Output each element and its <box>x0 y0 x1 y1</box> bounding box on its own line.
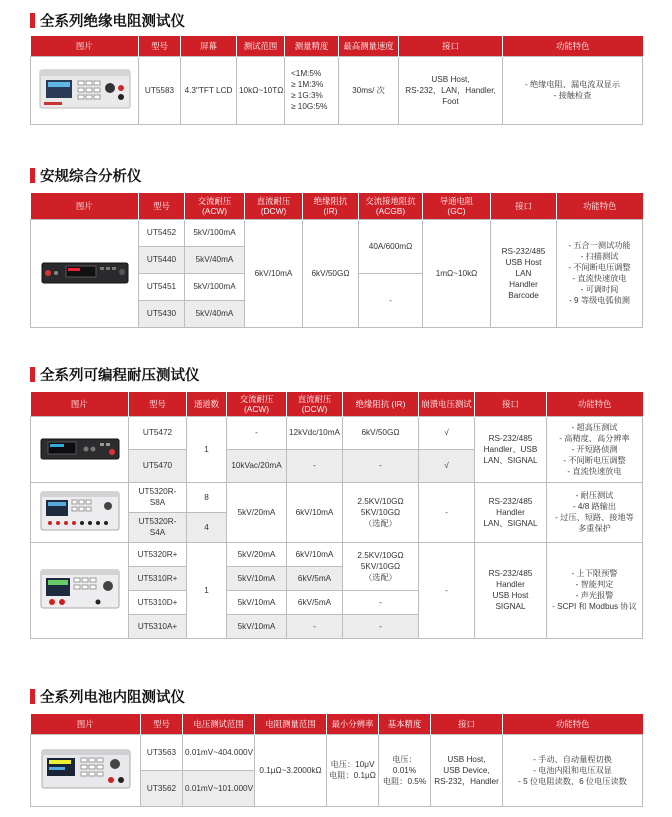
section-title-text: 安规综合分析仪 <box>40 169 142 185</box>
interface-cell: RS-232/485 Handler USB Host SIGNAL <box>475 542 547 638</box>
ir-cell: - <box>343 449 419 482</box>
bv-cell: - <box>419 482 475 542</box>
section-title-safety <box>30 165 142 186</box>
speed-cell: 30ms/ 次 <box>339 56 399 124</box>
header-cell: 交流耐压 (ACW) <box>227 392 287 416</box>
model-cell: UT5310R+ <box>129 566 187 590</box>
header-cell: 接口 <box>491 193 557 219</box>
interface-cell: RS-232/485 USB Host LAN Handler Barcode <box>491 219 557 327</box>
acw-cell: 5kV/20mA <box>227 542 287 566</box>
model-cell: UT5320R+ <box>129 542 187 566</box>
header-cell: 崩溃电压测试 <box>419 392 475 416</box>
title-marker <box>30 689 35 704</box>
header-cell: 功能特色 <box>503 714 643 734</box>
table-row <box>31 542 643 566</box>
model-cell: UT3563 <box>141 734 183 770</box>
model-cell: UT5440 <box>139 246 185 273</box>
header-cell: 图片 <box>31 392 129 416</box>
product-image-cell <box>31 482 129 542</box>
model-cell: UT5310A+ <box>129 614 187 638</box>
section-title-insulation <box>30 10 185 31</box>
resistance-range-cell: 0.1μΩ~3.2000kΩ <box>255 734 327 806</box>
header-cell: 通道数 <box>187 392 227 416</box>
product-image-cell <box>31 734 141 806</box>
ut5452-device-image <box>38 257 132 287</box>
table-row <box>31 734 643 770</box>
header-cell: 接口 <box>475 392 547 416</box>
header-cell: 图片 <box>31 36 139 56</box>
header-cell: 最高测量速度 <box>339 36 399 56</box>
model-cell: UT5451 <box>139 273 185 300</box>
interface-cell: RS-232/485 Handler、USB LAN、SIGNAL <box>475 416 547 482</box>
channels-cell: 1 <box>187 542 227 638</box>
product-image-cell <box>31 56 139 124</box>
header-cell: 功能特色 <box>547 392 643 416</box>
model-cell: UT5470 <box>129 449 187 482</box>
voltage-range-cell: 0.01mV~101.000V <box>183 770 255 806</box>
section-title-text: 全系列绝缘电阻测试仪 <box>40 14 185 30</box>
section-title-text: 全系列电池内阻测试仪 <box>40 690 185 706</box>
header-cell: 导通电阻 (GC) <box>423 193 491 219</box>
ut5472-device-image <box>38 431 122 465</box>
model-cell: UT5472 <box>129 416 187 449</box>
product-image-cell <box>31 219 139 327</box>
acw-cell: 5kV/10mA <box>227 566 287 590</box>
acw-cell: 5kV/40mA <box>185 300 245 327</box>
header-cell: 图片 <box>31 193 139 219</box>
header-cell: 接口 <box>399 36 503 56</box>
dcw-cell: 6kV/10mA <box>287 542 343 566</box>
section-title-withstand <box>30 364 200 385</box>
header-cell: 功能特色 <box>503 36 643 56</box>
ir-cell: - <box>343 614 419 638</box>
model-cell: UT3562 <box>141 770 183 806</box>
header-cell: 绝缘阻抗 (IR) <box>343 392 419 416</box>
dcw-cell: - <box>287 449 343 482</box>
header-cell: 交流耐压 (ACW) <box>185 193 245 219</box>
bv-cell: √ <box>419 416 475 449</box>
header-cell: 电压测试范围 <box>183 714 255 734</box>
header-cell: 测量精度 <box>285 36 339 56</box>
features-cell: - 手动、自动量程切换 - 电池内阻和电压双显 - 5 位电阻读数、6 位电压读数 <box>503 734 643 806</box>
acw-cell: 5kV/100mA <box>185 273 245 300</box>
ir-cell: 6kV/50GΩ <box>343 416 419 449</box>
header-cell: 绝缘阻抗 (IR) <box>303 193 359 219</box>
insulation-table <box>30 36 643 125</box>
header-cell: 图片 <box>31 714 141 734</box>
header-cell: 直流耐压 (DCW) <box>287 392 343 416</box>
table-row <box>31 416 643 449</box>
model-cell: UT5310D+ <box>129 590 187 614</box>
features-cell: - 绝缘电阻、漏电流双显示 - 接触检查 <box>503 56 643 124</box>
acw-cell: 5kV/10mA <box>227 614 287 638</box>
header-cell: 型号 <box>141 714 183 734</box>
voltage-range-cell: 0.01mV~404.000V <box>183 734 255 770</box>
channels-cell: 8 <box>187 482 227 512</box>
bv-cell: √ <box>419 449 475 482</box>
accuracy-cell: 电压：0.01% 电阻：0.5% <box>379 734 431 806</box>
ut5320r-plus-device-image <box>38 564 122 614</box>
table-header-row <box>31 714 643 734</box>
acw-cell: 5kV/100mA <box>185 219 245 246</box>
header-cell: 交流接地阻抗 (ACGB) <box>359 193 423 219</box>
withstand-tester-table <box>30 392 643 639</box>
header-cell: 屏幕 <box>181 36 237 56</box>
safety-analyzer-table <box>30 193 643 328</box>
title-marker <box>30 13 35 28</box>
model-cell: UT5430 <box>139 300 185 327</box>
ut3563-device-image <box>39 744 133 794</box>
header-cell: 电阻测量范围 <box>255 714 327 734</box>
acw-cell: 5kV/10mA <box>227 590 287 614</box>
product-image-cell <box>31 542 129 638</box>
dcw-cell: 6kV/10mA <box>287 482 343 542</box>
title-marker <box>30 367 35 382</box>
model-cell: UT5583 <box>139 56 181 124</box>
ir-cell: - <box>343 590 419 614</box>
interface-cell: USB Host, USB Device, RS-232，Handler <box>431 734 503 806</box>
dcw-cell: - <box>287 614 343 638</box>
bv-cell: - <box>419 542 475 638</box>
section-title-text: 全系列可编程耐压测试仪 <box>40 368 200 384</box>
accuracy-cell: <1M:5% ≥ 1M:3% ≥ 1G:3% ≥ 10G:5% <box>285 56 339 124</box>
header-cell: 基本精度 <box>379 714 431 734</box>
resolution-cell: 电压：10μV 电阻：0.1μΩ <box>327 734 379 806</box>
ut5320r-s8a-device-image <box>38 488 122 534</box>
interface-cell: RS-232/485 Handler LAN、SIGNAL <box>475 482 547 542</box>
channels-cell: 1 <box>187 416 227 482</box>
dcw-cell: 12kVdc/10mA <box>287 416 343 449</box>
table-header-row <box>31 193 643 219</box>
ut5583-device-image <box>38 66 132 112</box>
header-cell: 型号 <box>129 392 187 416</box>
features-cell: - 上下限预警 - 智能判定 - 声光报警 - SCPI 和 Modbus 协议 <box>547 542 643 638</box>
header-cell: 型号 <box>139 193 185 219</box>
features-cell: - 五合一测试功能 - 扫描测试 - 不间断电压调整 - 直流快速放电 - 可调时间 - 9 等级电弧侦测 <box>557 219 643 327</box>
ir-cell: 2.5KV/10GΩ 5KV/10GΩ （选配） <box>343 542 419 590</box>
header-cell: 最小分辨率 <box>327 714 379 734</box>
screen-cell: 4.3"TFT LCD <box>181 56 237 124</box>
header-cell: 功能特色 <box>557 193 643 219</box>
battery-tester-table <box>30 714 643 807</box>
acw-cell: 5kV/40mA <box>185 246 245 273</box>
acw-cell: 10kVac/20mA <box>227 449 287 482</box>
acgb-cell: 40A/600mΩ <box>359 219 423 273</box>
header-cell: 测试范围 <box>237 36 285 56</box>
table-header-row <box>31 36 643 56</box>
channels-cell: 4 <box>187 512 227 542</box>
dcw-cell: 6kV/10mA <box>245 219 303 327</box>
interface-cell: USB Host, RS-232，LAN，Handler, Foot <box>399 56 503 124</box>
model-cell: UT5320R-S4A <box>129 512 187 542</box>
features-cell: - 耐压测试 - 4/8 路输出 - 过压、短路、接地等 多重保护 <box>547 482 643 542</box>
range-cell: 10kΩ~10TΩ <box>237 56 285 124</box>
header-cell: 型号 <box>139 36 181 56</box>
acgb-cell: - <box>359 273 423 327</box>
table-row <box>31 482 643 512</box>
dcw-cell: 6kV/5mA <box>287 590 343 614</box>
ir-cell: 6kV/50GΩ <box>303 219 359 327</box>
header-cell: 直流耐压 (DCW) <box>245 193 303 219</box>
table-header-row <box>31 392 643 416</box>
acw-cell: 5kV/20mA <box>227 482 287 542</box>
table-row <box>31 219 643 246</box>
model-cell: UT5452 <box>139 219 185 246</box>
gc-cell: 1mΩ~10kΩ <box>423 219 491 327</box>
acw-cell: - <box>227 416 287 449</box>
title-marker <box>30 168 35 183</box>
model-cell: UT5320R-S8A <box>129 482 187 512</box>
dcw-cell: 6kV/5mA <box>287 566 343 590</box>
features-cell: - 超高压测试 - 高精度、高分辨率 - 开短路侦测 - 不间断电压调整 - 直流快速放电 <box>547 416 643 482</box>
ir-cell: 2.5KV/10GΩ 5KV/10GΩ （选配） <box>343 482 419 542</box>
table-row <box>31 56 643 124</box>
header-cell: 接口 <box>431 714 503 734</box>
section-title-battery <box>30 686 185 707</box>
product-image-cell <box>31 416 129 482</box>
